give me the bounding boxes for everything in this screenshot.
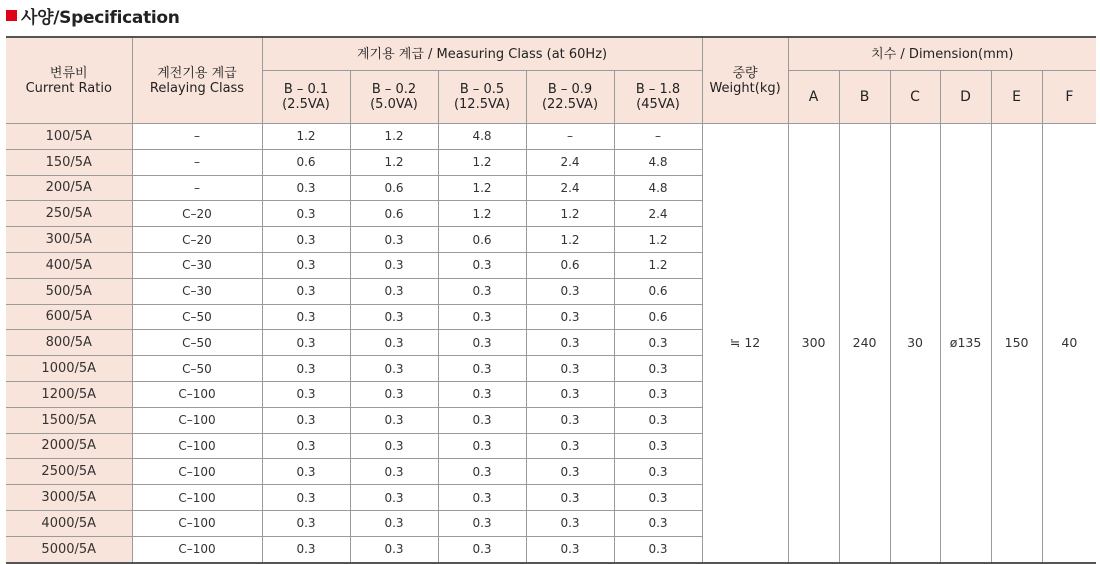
header-measuring-col — [614, 71, 702, 124]
section-heading — [6, 3, 180, 27]
cell-measuring-value: 0.3 — [526, 510, 614, 536]
table-body — [6, 124, 1096, 563]
header-dimension: 치수 / Dimension(mm) — [788, 37, 1096, 71]
cell-current-ratio: 2500/5A — [6, 459, 132, 485]
cell-measuring-value: 0.6 — [614, 304, 702, 330]
cell-current-ratio: 600/5A — [6, 304, 132, 330]
cell-measuring-value: 0.3 — [614, 330, 702, 356]
cell-measuring-value: 0.3 — [262, 304, 350, 330]
cell-current-ratio: 250/5A — [6, 201, 132, 227]
cell-measuring-value: 0.3 — [438, 252, 526, 278]
cell-relaying-class: C–30 — [132, 252, 262, 278]
cell-measuring-value: 0.3 — [438, 356, 526, 382]
cell-measuring-value: 0.3 — [438, 278, 526, 304]
header-measuring-col — [262, 71, 350, 124]
cell-measuring-value: 0.3 — [438, 304, 526, 330]
header-burden: B – 1.8 — [635, 82, 681, 97]
header-burden: B – 0.9 — [547, 82, 593, 97]
header-va: (2.5VA) — [282, 97, 330, 112]
cell-measuring-value: 0.3 — [350, 459, 438, 485]
header-relaying-class-ko: 계전기용 계급 — [157, 65, 237, 81]
cell-current-ratio: 400/5A — [6, 252, 132, 278]
cell-measuring-value: 0.3 — [262, 381, 350, 407]
header-burden: B – 0.1 — [283, 82, 329, 97]
cell-measuring-value: 2.4 — [526, 175, 614, 201]
cell-measuring-value: 0.3 — [526, 407, 614, 433]
cell-measuring-value: 0.3 — [350, 381, 438, 407]
cell-measuring-value: 0.3 — [614, 407, 702, 433]
cell-current-ratio: 1200/5A — [6, 381, 132, 407]
cell-relaying-class: C–20 — [132, 227, 262, 253]
cell-measuring-value: 1.2 — [526, 201, 614, 227]
cell-relaying-class: – — [132, 149, 262, 175]
cell-measuring-value: 0.3 — [438, 510, 526, 536]
cell-measuring-value: 0.3 — [262, 175, 350, 201]
cell-measuring-value: 0.3 — [262, 252, 350, 278]
cell-measuring-value: 4.8 — [614, 175, 702, 201]
cell-measuring-value: 0.3 — [262, 356, 350, 382]
cell-measuring-value: 0.3 — [614, 381, 702, 407]
header-relaying-class — [132, 37, 262, 124]
cell-relaying-class: C–50 — [132, 356, 262, 382]
cell-relaying-class: C–50 — [132, 330, 262, 356]
header-relaying-class-en: Relaying Class — [149, 80, 245, 96]
cell-measuring-value: 1.2 — [350, 149, 438, 175]
cell-relaying-class: C–100 — [132, 459, 262, 485]
cell-measuring-value: 4.8 — [614, 149, 702, 175]
cell-measuring-value: 0.3 — [350, 407, 438, 433]
header-weight — [702, 37, 788, 124]
cell-measuring-value: 1.2 — [262, 124, 350, 150]
cell-dimension-a: 300 — [788, 124, 839, 563]
cell-measuring-value: 0.3 — [262, 485, 350, 511]
header-weight-en: Weight(kg) — [709, 80, 781, 96]
cell-weight: ≒ 12 — [702, 124, 788, 563]
cell-relaying-class: – — [132, 124, 262, 150]
cell-current-ratio: 5000/5A — [6, 536, 132, 562]
cell-measuring-value: 0.3 — [262, 433, 350, 459]
header-measuring-col — [526, 71, 614, 124]
cell-measuring-value: 0.3 — [262, 278, 350, 304]
cell-relaying-class: C–100 — [132, 536, 262, 562]
header-dimension-col: D — [940, 71, 991, 124]
cell-measuring-value: – — [614, 124, 702, 150]
cell-dimension-d: ø135 — [940, 124, 991, 563]
cell-measuring-value: 0.3 — [614, 459, 702, 485]
cell-measuring-value: 0.3 — [438, 330, 526, 356]
cell-measuring-value: 0.3 — [262, 459, 350, 485]
header-burden: B – 0.5 — [459, 82, 505, 97]
cell-measuring-value: 0.3 — [526, 536, 614, 562]
header-weight-ko: 중량 — [732, 65, 758, 81]
cell-measuring-value: 0.3 — [614, 510, 702, 536]
cell-measuring-value: 0.3 — [438, 459, 526, 485]
header-dimension-col: C — [890, 71, 940, 124]
header-burden: B – 0.2 — [371, 82, 417, 97]
cell-measuring-value: 0.3 — [350, 536, 438, 562]
cell-measuring-value: 0.3 — [526, 381, 614, 407]
cell-measuring-value: 0.3 — [526, 304, 614, 330]
section-title: 사양/Specification — [21, 7, 180, 28]
cell-measuring-value: 0.3 — [350, 510, 438, 536]
cell-relaying-class: C–100 — [132, 433, 262, 459]
cell-measuring-value: 0.3 — [438, 381, 526, 407]
cell-dimension-f: 40 — [1042, 124, 1096, 563]
cell-measuring-value: 0.3 — [614, 485, 702, 511]
header-current-ratio-ko: 변류비 — [49, 65, 88, 81]
cell-current-ratio: 1500/5A — [6, 407, 132, 433]
cell-measuring-value: 4.8 — [438, 124, 526, 150]
cell-measuring-value: 0.3 — [614, 536, 702, 562]
header-measuring-col — [350, 71, 438, 124]
cell-measuring-value: 0.3 — [526, 433, 614, 459]
cell-current-ratio: 4000/5A — [6, 510, 132, 536]
cell-measuring-value: 0.3 — [350, 304, 438, 330]
cell-measuring-value: 0.3 — [262, 201, 350, 227]
cell-measuring-value: 0.3 — [526, 485, 614, 511]
cell-measuring-value: 0.6 — [438, 227, 526, 253]
header-va: (45VA) — [636, 97, 680, 112]
cell-measuring-value: 1.2 — [438, 201, 526, 227]
cell-measuring-value: 0.3 — [262, 330, 350, 356]
cell-measuring-value: 1.2 — [350, 124, 438, 150]
cell-current-ratio: 500/5A — [6, 278, 132, 304]
cell-measuring-value: 0.3 — [438, 485, 526, 511]
cell-measuring-value: 0.3 — [438, 536, 526, 562]
cell-relaying-class: C–50 — [132, 304, 262, 330]
cell-measuring-value: 0.3 — [614, 433, 702, 459]
cell-current-ratio: 3000/5A — [6, 485, 132, 511]
cell-relaying-class: C–100 — [132, 381, 262, 407]
cell-measuring-value: 0.3 — [526, 356, 614, 382]
cell-measuring-value: 1.2 — [614, 252, 702, 278]
cell-current-ratio: 1000/5A — [6, 356, 132, 382]
cell-measuring-value: 2.4 — [526, 149, 614, 175]
cell-measuring-value: 1.2 — [438, 175, 526, 201]
cell-measuring-value: 1.2 — [526, 227, 614, 253]
cell-relaying-class: C–100 — [132, 510, 262, 536]
cell-measuring-value: 0.3 — [350, 227, 438, 253]
cell-relaying-class: C–20 — [132, 201, 262, 227]
cell-current-ratio: 100/5A — [6, 124, 132, 150]
cell-measuring-value: 0.3 — [526, 459, 614, 485]
cell-dimension-c: 30 — [890, 124, 940, 563]
cell-current-ratio: 150/5A — [6, 149, 132, 175]
cell-measuring-value: 0.3 — [262, 407, 350, 433]
cell-relaying-class: C–100 — [132, 485, 262, 511]
header-current-ratio-en: Current Ratio — [25, 80, 112, 96]
cell-current-ratio: 300/5A — [6, 227, 132, 253]
cell-measuring-value: 0.3 — [526, 330, 614, 356]
cell-measuring-value: 0.3 — [262, 510, 350, 536]
cell-measuring-value: 0.3 — [350, 485, 438, 511]
specification-table — [6, 36, 1096, 564]
cell-current-ratio: 800/5A — [6, 330, 132, 356]
cell-measuring-value: 0.6 — [262, 149, 350, 175]
red-square-icon — [6, 10, 17, 21]
header-dimension-col: E — [991, 71, 1042, 124]
header-va: (5.0VA) — [370, 97, 418, 112]
cell-measuring-value: 0.3 — [438, 407, 526, 433]
table-row — [6, 124, 1096, 150]
cell-dimension-e: 150 — [991, 124, 1042, 563]
header-current-ratio — [6, 37, 132, 124]
cell-current-ratio: 2000/5A — [6, 433, 132, 459]
cell-relaying-class: C–30 — [132, 278, 262, 304]
cell-measuring-value: 0.3 — [262, 536, 350, 562]
cell-measuring-value: 1.2 — [438, 149, 526, 175]
cell-current-ratio: 200/5A — [6, 175, 132, 201]
cell-measuring-value: 0.3 — [350, 356, 438, 382]
cell-relaying-class: C–100 — [132, 407, 262, 433]
cell-measuring-value: 0.3 — [438, 433, 526, 459]
table-header — [6, 37, 1096, 124]
cell-measuring-value: 0.6 — [526, 252, 614, 278]
header-va: (22.5VA) — [541, 97, 599, 112]
cell-measuring-value: 0.3 — [614, 356, 702, 382]
cell-measuring-value: 0.6 — [350, 175, 438, 201]
cell-relaying-class: – — [132, 175, 262, 201]
header-va: (12.5VA) — [453, 97, 511, 112]
cell-measuring-value: 1.2 — [614, 227, 702, 253]
cell-measuring-value: – — [526, 124, 614, 150]
header-dimension-col: F — [1042, 71, 1096, 124]
cell-measuring-value: 0.3 — [350, 252, 438, 278]
header-dimension-col: A — [788, 71, 839, 124]
cell-measuring-value: 0.3 — [350, 278, 438, 304]
cell-measuring-value: 0.3 — [350, 433, 438, 459]
cell-dimension-b: 240 — [839, 124, 890, 563]
cell-measuring-value: 0.6 — [614, 278, 702, 304]
cell-measuring-value: 0.6 — [350, 201, 438, 227]
header-measuring-class: 계기용 계급 / Measuring Class (at 60Hz) — [262, 37, 702, 71]
cell-measuring-value: 0.3 — [350, 330, 438, 356]
cell-measuring-value: 0.3 — [526, 278, 614, 304]
header-measuring-col — [438, 71, 526, 124]
header-dimension-col: B — [839, 71, 890, 124]
cell-measuring-value: 0.3 — [262, 227, 350, 253]
cell-measuring-value: 2.4 — [614, 201, 702, 227]
